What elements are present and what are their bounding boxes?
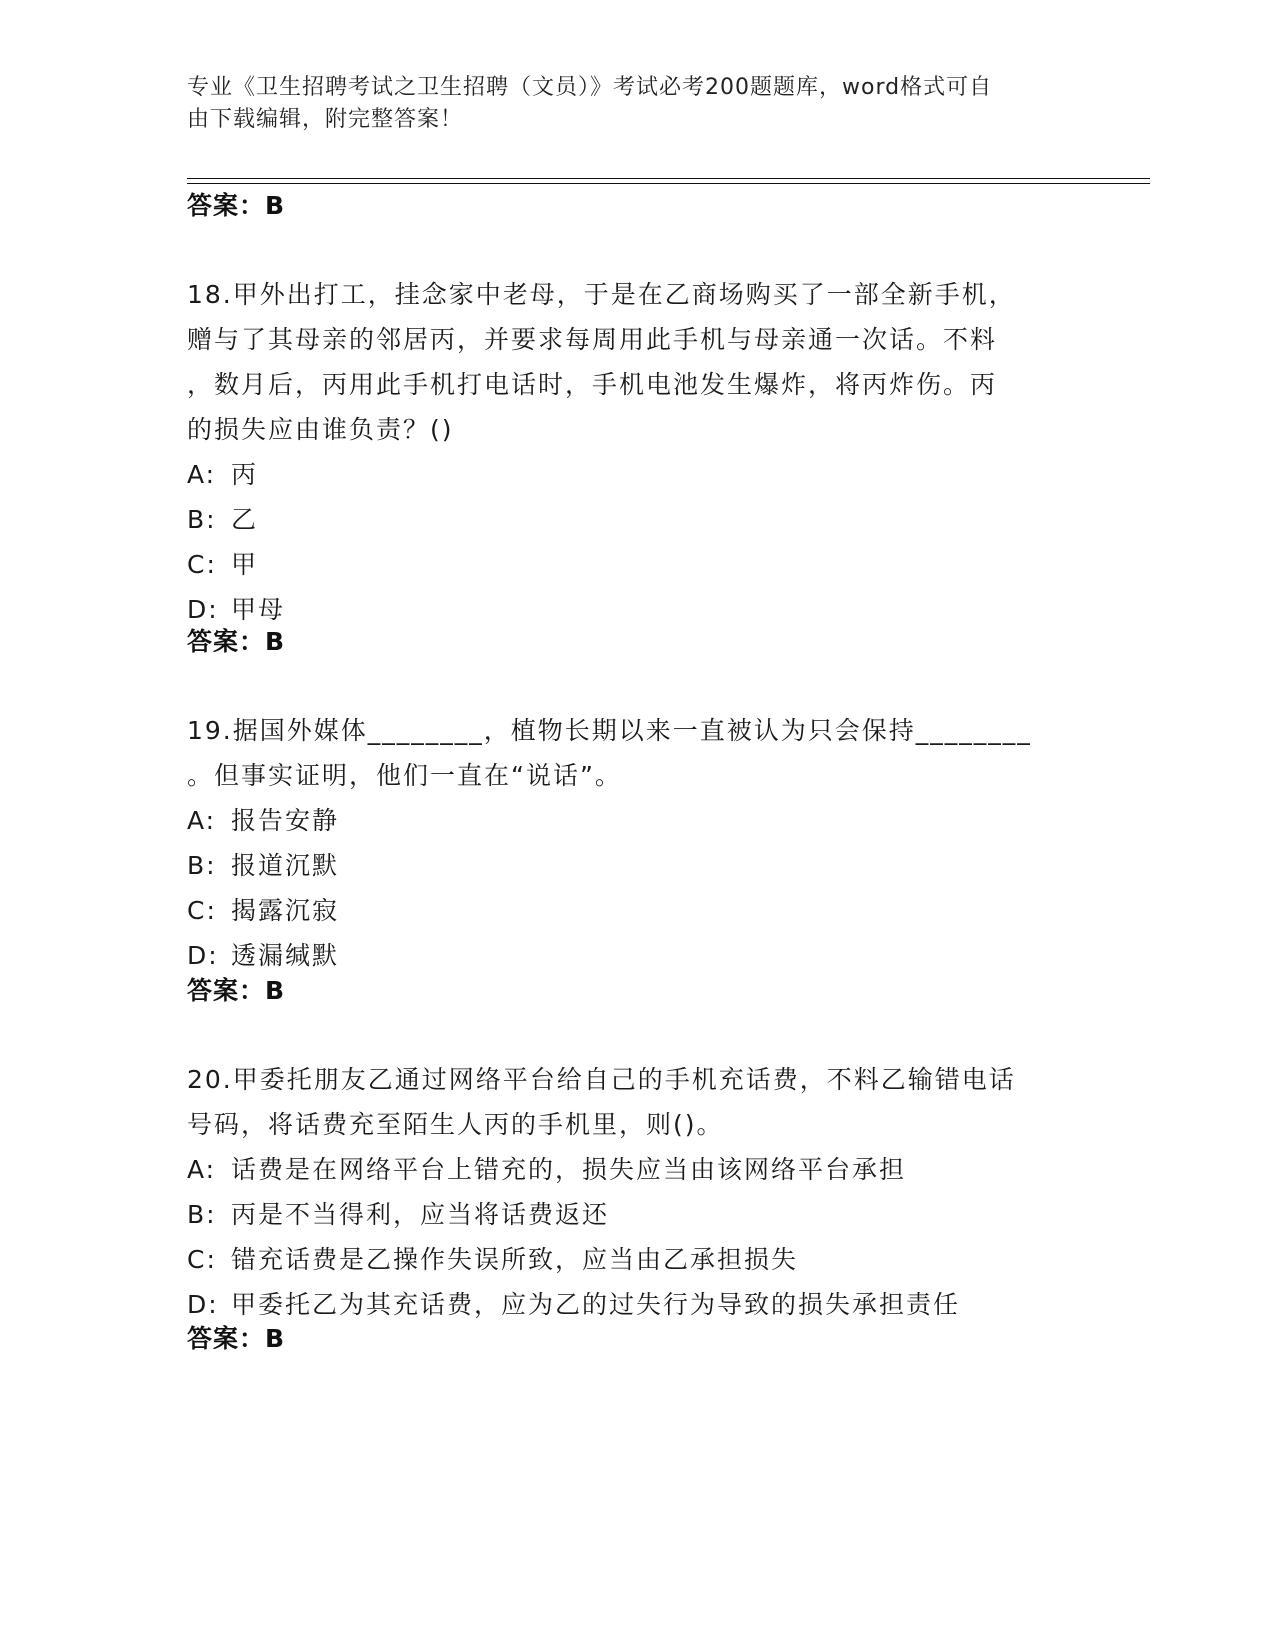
option-letter: D: (187, 941, 219, 970)
option-letter: C: (187, 1245, 217, 1274)
option-text: 丙是不当得利，应当将话费返还 (231, 1200, 610, 1229)
header-line-2: 由下载编辑，附完整答案！ (187, 107, 464, 132)
option-c (187, 888, 1087, 933)
option-text: 乙 (231, 505, 259, 534)
question-text-line: 的损失应由谁负责？() (187, 415, 454, 444)
question-text-line: 。但事实证明，他们一直在“说话”。 (187, 761, 622, 790)
option-letter: A: (187, 806, 217, 835)
question-text-line: ，数月后，丙用此手机打电话时，手机电池发生爆炸，将丙炸伤。丙 (187, 370, 998, 399)
option-letter: B: (187, 505, 217, 534)
answer-20: 答案：B (187, 1324, 286, 1353)
option-a (187, 452, 1087, 497)
option-b (187, 843, 1087, 888)
header-divider-bottom (187, 183, 1150, 184)
option-b (187, 497, 1087, 542)
question-text-line: 赠与了其母亲的邻居丙，并要求每周用此手机与母亲通一次话。不料 (187, 325, 998, 354)
option-text: 甲母 (231, 595, 286, 624)
question-text-line: 19.据国外媒体________，植物长期以来一直被认为只会保持________ (187, 716, 1032, 745)
answer-19: 答案：B (187, 976, 286, 1005)
option-text: 揭露沉寂 (231, 896, 340, 925)
option-b (187, 1192, 1087, 1237)
option-a (187, 798, 1087, 843)
option-c (187, 1237, 1087, 1282)
option-d (187, 587, 1087, 632)
option-text: 报道沉默 (231, 851, 340, 880)
option-d (187, 1282, 1087, 1327)
question-text-line: 20.甲委托朋友乙通过网络平台给自己的手机充话费，不料乙输错电话 (187, 1065, 1016, 1094)
option-c (187, 542, 1087, 587)
previous-answer: 答案：B (187, 191, 286, 220)
option-letter: A: (187, 1155, 217, 1184)
option-text: 丙 (231, 460, 259, 489)
option-letter: D: (187, 595, 219, 624)
option-text: 透漏缄默 (231, 941, 340, 970)
question-20 (187, 1057, 1087, 1327)
option-letter: C: (187, 550, 217, 579)
question-text-line: 18.甲外出打工，挂念家中老母，于是在乙商场购买了一部全新手机， (187, 280, 1016, 309)
option-text: 甲 (231, 550, 259, 579)
header-divider-top (187, 178, 1150, 179)
option-letter: A: (187, 460, 217, 489)
option-text: 甲委托乙为其充话费，应为乙的过失行为导致的损失承担责任 (231, 1290, 961, 1319)
option-text: 报告安静 (231, 806, 340, 835)
option-letter: D: (187, 1290, 219, 1319)
question-18 (187, 272, 1087, 632)
answer-18: 答案：B (187, 627, 286, 656)
option-letter: C: (187, 896, 217, 925)
option-text: 错充话费是乙操作失误所致，应当由乙承担损失 (231, 1245, 799, 1274)
document-header (187, 72, 1067, 136)
option-letter: B: (187, 1200, 217, 1229)
question-text-line: 号码，将话费充至陌生人丙的手机里，则()。 (187, 1110, 724, 1139)
option-text: 话费是在网络平台上错充的，损失应当由该网络平台承担 (231, 1155, 907, 1184)
question-19 (187, 708, 1087, 978)
header-line-1: 专业《卫生招聘考试之卫生招聘（文员）》考试必考200题题库，word格式可自 (187, 75, 993, 100)
option-a (187, 1147, 1087, 1192)
option-letter: B: (187, 851, 217, 880)
option-d (187, 933, 1087, 978)
